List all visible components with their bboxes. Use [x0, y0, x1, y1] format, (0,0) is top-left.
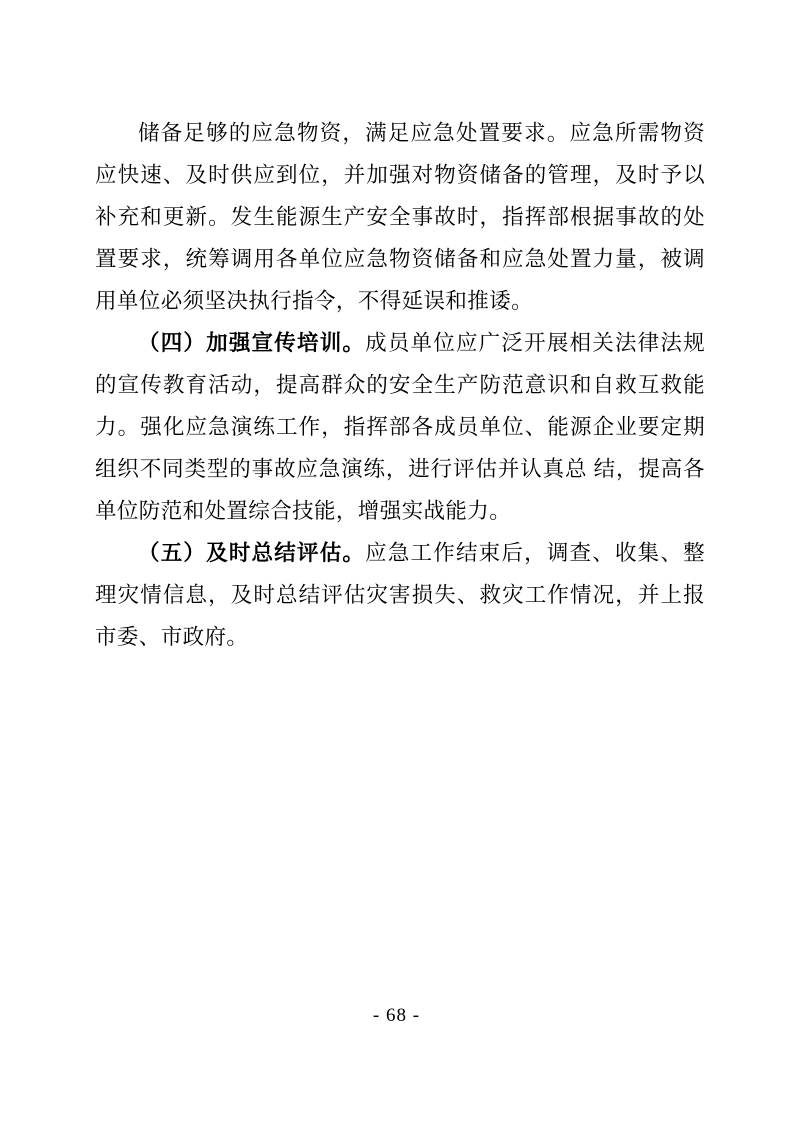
page-number: - 68 -	[372, 1005, 421, 1026]
page-footer	[0, 1005, 793, 1027]
paragraph-1-text: 储备足够的应急物资，满足应急处置要求。应急所需物资应快速、及时供应到位，并加强对物资储备的管理，及时予以补充和更新。发生能源生产安全事故时，指挥部根据事故的处置要求，统筹调用各单位应急物资储备和应急处置力量，被调用单位必须坚决执行指令，不得延误和推诿。	[95, 121, 705, 313]
paragraph-1	[95, 112, 705, 322]
paragraph-3	[95, 532, 705, 658]
paragraph-3-heading: （五）及时总结评估。	[138, 541, 366, 565]
paragraph-2-heading: （四）加强宣传培训。	[138, 331, 366, 355]
paragraph-3-text: 应急工作结束后，调查、收集、整理灾情信息，及时总结评估灾害损失、救灾工作情况，并上报市委、市政府。	[95, 541, 705, 649]
document-body	[95, 112, 705, 658]
paragraph-2-text: 成员单位应广泛开展相关法律法规的宣传教育活动，提高群众的安全生产防范意识和自救互救能力。强化应急演练工作，指挥部各成员单位、能源企业要定期组织不同类型的事故应急演练，进行评估并认真总 结，提高各单位防范和处置综合技能，增强实战能力。	[95, 331, 705, 523]
paragraph-2	[95, 322, 705, 532]
